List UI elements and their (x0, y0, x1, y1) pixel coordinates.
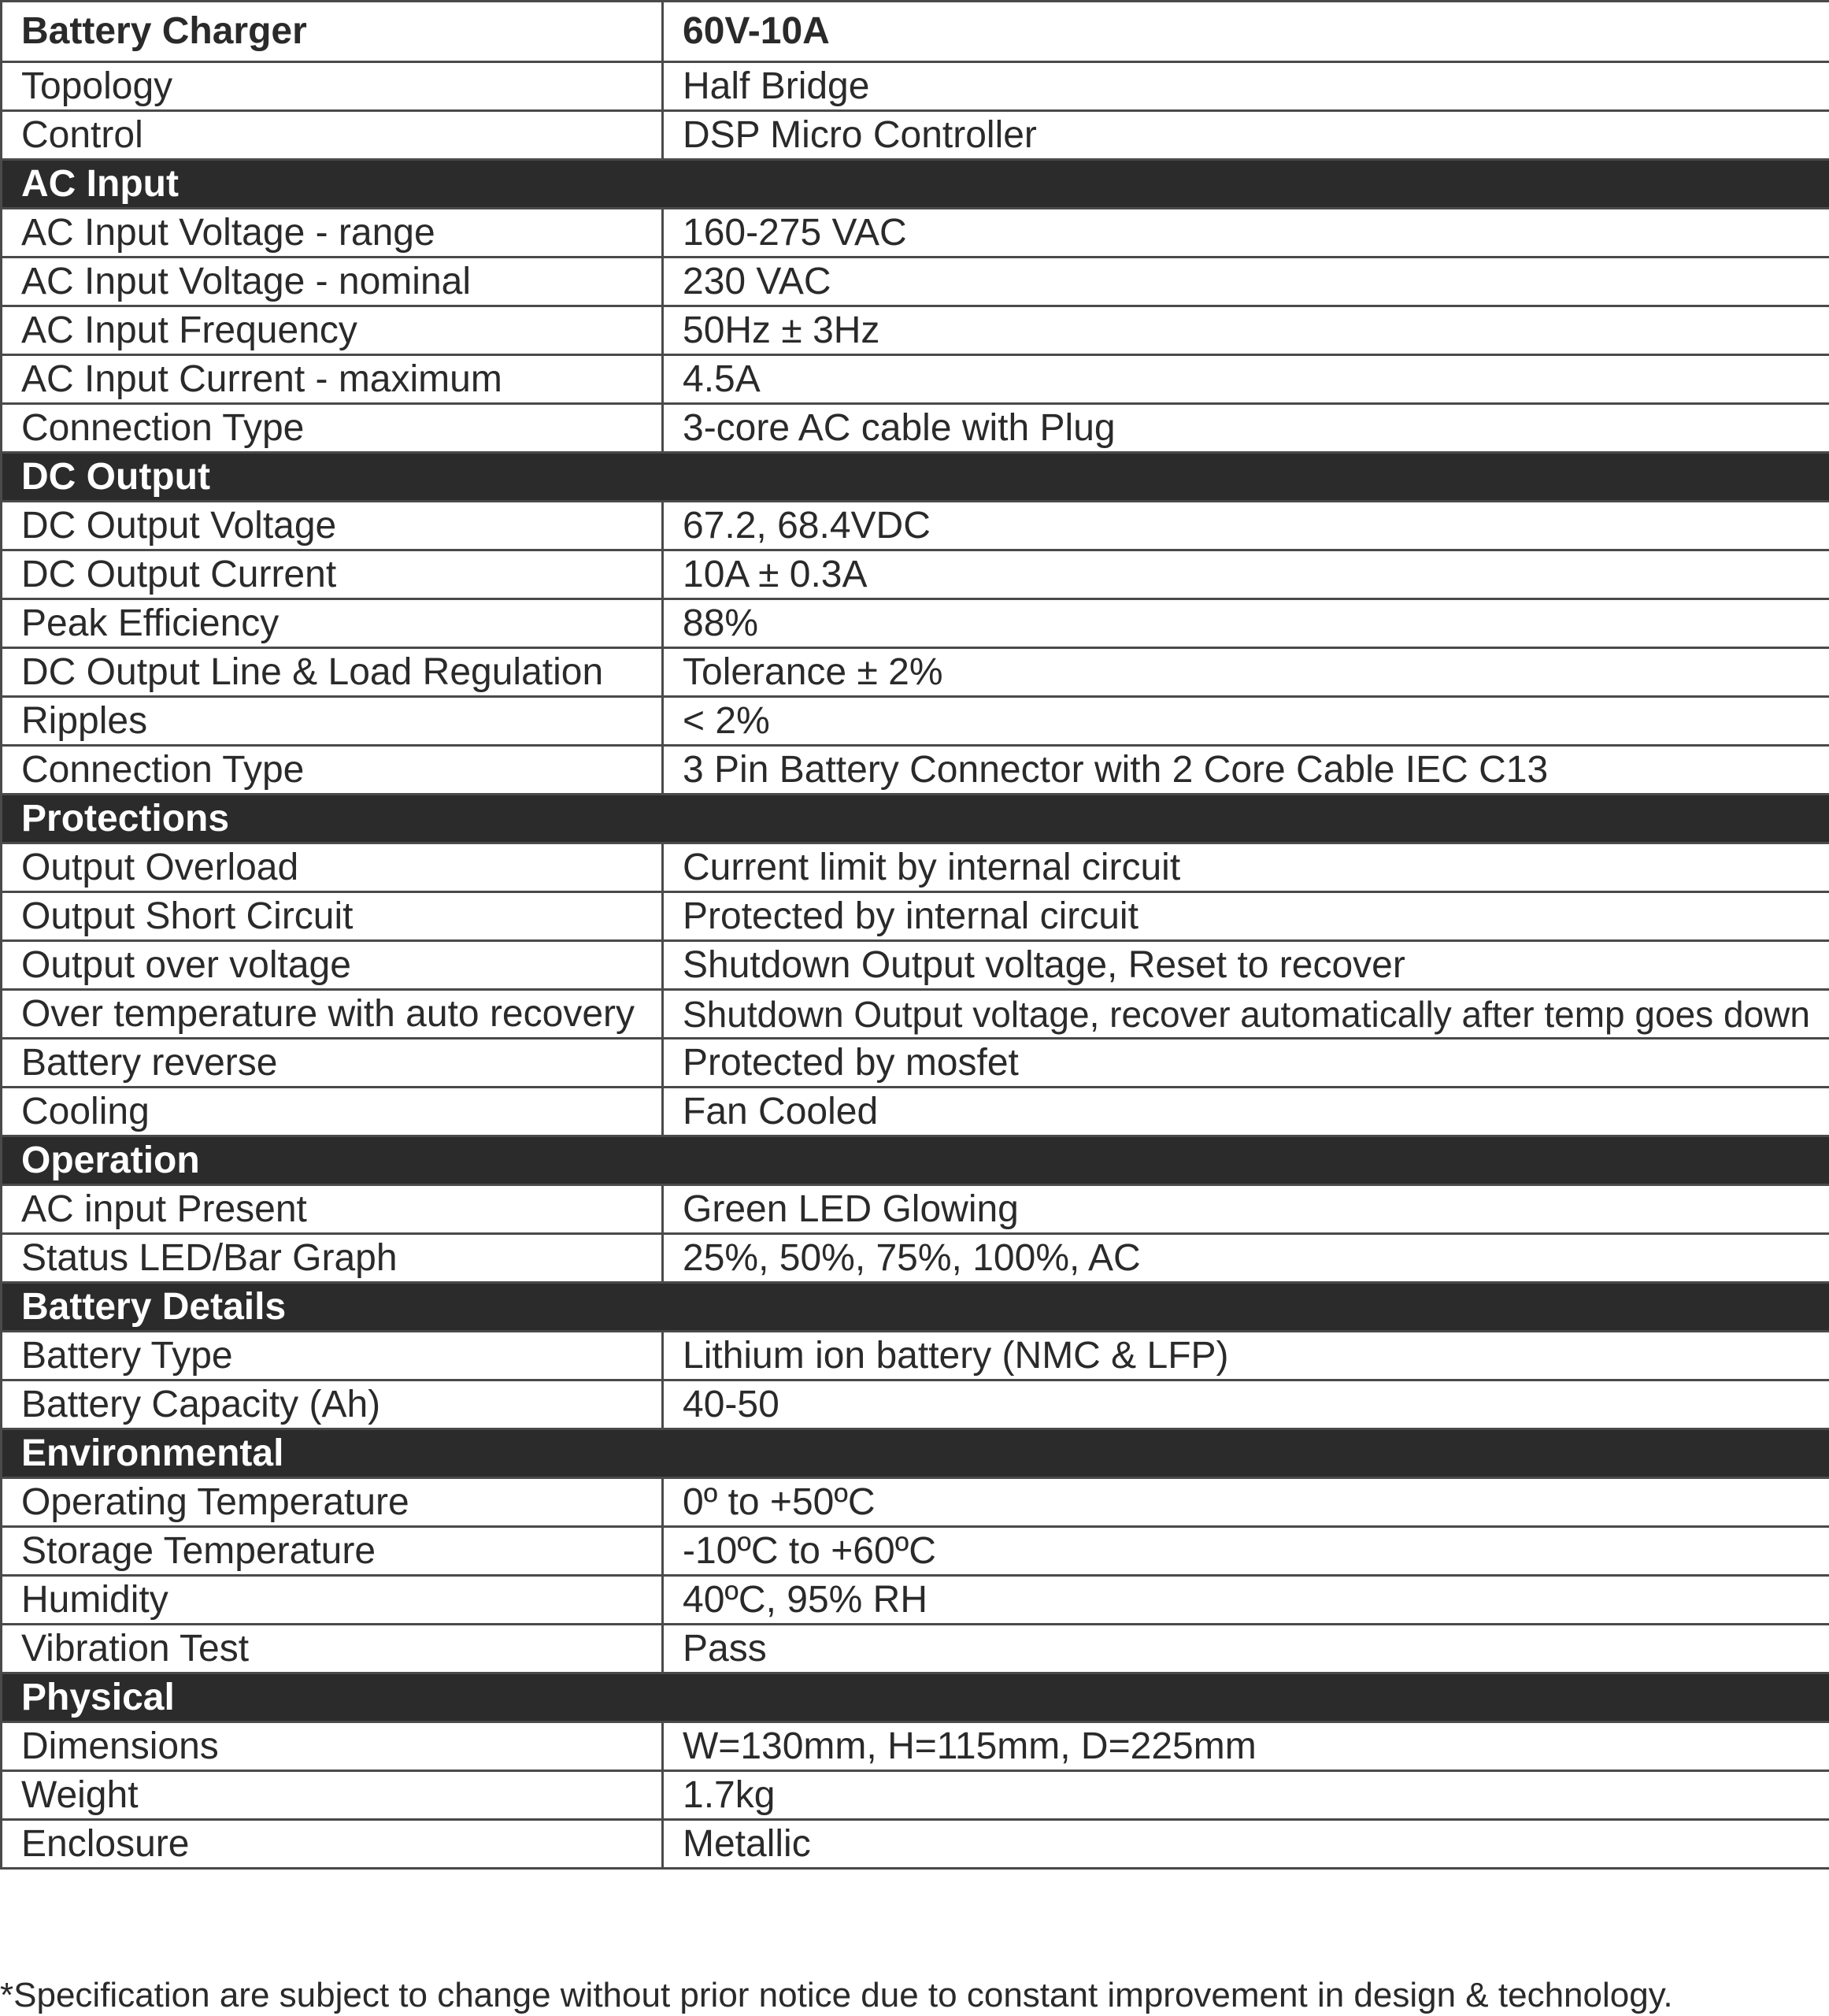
section-header (2, 1429, 1829, 1478)
spec-value: Shutdown Output voltage, Reset to recover (663, 941, 1829, 990)
spec-label: Output Short Circuit (2, 892, 663, 941)
spec-value: Protected by mosfet (663, 1039, 1829, 1088)
spec-row (2, 1478, 1829, 1527)
spec-label: Enclosure (2, 1820, 663, 1869)
spec-label: Battery reverse (2, 1039, 663, 1088)
spec-row (2, 990, 1829, 1039)
spec-value: Protected by internal circuit (663, 892, 1829, 941)
spec-label: Peak Efficiency (2, 599, 663, 648)
spec-value: Fan Cooled (663, 1088, 1829, 1136)
spec-label: Connection Type (2, 404, 663, 453)
section-header (2, 1283, 1829, 1332)
spec-value: 3 Pin Battery Connector with 2 Core Cable IEC C13 (663, 746, 1829, 795)
spec-value: < 2% (663, 697, 1829, 746)
spec-value: Current limit by internal circuit (663, 843, 1829, 892)
section-header (2, 1673, 1829, 1722)
title-row (2, 2, 1829, 62)
spec-value: 10A ± 0.3A (663, 550, 1829, 599)
spec-value: 160-275 VAC (663, 209, 1829, 258)
spec-value: 0º to +50ºC (663, 1478, 1829, 1527)
spec-label: Weight (2, 1771, 663, 1820)
section-title: Operation (2, 1136, 1829, 1185)
section-title: Physical (2, 1673, 1829, 1722)
spec-value: Lithium ion battery (NMC & LFP) (663, 1332, 1829, 1380)
spec-row (2, 1771, 1829, 1820)
spec-label: AC Input Voltage - range (2, 209, 663, 258)
spec-label: Status LED/Bar Graph (2, 1234, 663, 1283)
spec-label: AC Input Voltage - nominal (2, 258, 663, 306)
spec-label: DC Output Current (2, 550, 663, 599)
spec-row (2, 1722, 1829, 1771)
spec-label: Output Overload (2, 843, 663, 892)
spec-row (2, 502, 1829, 550)
spec-row (2, 111, 1829, 160)
section-title: Protections (2, 795, 1829, 843)
spec-value: Half Bridge (663, 62, 1829, 111)
spec-value: 50Hz ± 3Hz (663, 306, 1829, 355)
spec-value: DSP Micro Controller (663, 111, 1829, 160)
spec-label: Output over voltage (2, 941, 663, 990)
spec-value: 67.2, 68.4VDC (663, 502, 1829, 550)
section-title: Environmental (2, 1429, 1829, 1478)
product-model: 60V-10A (663, 2, 1829, 62)
spec-label: Control (2, 111, 663, 160)
spec-label: Storage Temperature (2, 1527, 663, 1576)
section-title: AC Input (2, 160, 1829, 209)
spec-value: 3-core AC cable with Plug (663, 404, 1829, 453)
spec-label: Cooling (2, 1088, 663, 1136)
spec-row (2, 648, 1829, 697)
spec-label: AC input Present (2, 1185, 663, 1234)
spec-row (2, 843, 1829, 892)
spec-row (2, 1332, 1829, 1380)
spec-row (2, 62, 1829, 111)
section-header (2, 1136, 1829, 1185)
section-title: DC Output (2, 453, 1829, 502)
spec-label: Dimensions (2, 1722, 663, 1771)
spec-row (2, 1088, 1829, 1136)
spec-row (2, 599, 1829, 648)
section-title: Battery Details (2, 1283, 1829, 1332)
spec-value: 25%, 50%, 75%, 100%, AC (663, 1234, 1829, 1283)
spec-value: 230 VAC (663, 258, 1829, 306)
spec-row (2, 746, 1829, 795)
product-title: Battery Charger (2, 2, 663, 62)
footnote: *Specification are subject to change without prior notice due to constant improvement in design & technology. (0, 1976, 1673, 2014)
spec-value: Shutdown Output voltage, recover automatically after temp goes down (663, 990, 1829, 1039)
spec-row (2, 404, 1829, 453)
spec-value: 1.7kg (663, 1771, 1829, 1820)
spec-row (2, 550, 1829, 599)
section-header (2, 453, 1829, 502)
spec-label: Battery Type (2, 1332, 663, 1380)
spec-value: -10ºC to +60ºC (663, 1527, 1829, 1576)
spec-value: Metallic (663, 1820, 1829, 1869)
spec-row (2, 941, 1829, 990)
spec-row (2, 1820, 1829, 1869)
spec-row (2, 209, 1829, 258)
spec-label: Connection Type (2, 746, 663, 795)
spec-row (2, 1527, 1829, 1576)
spec-label: AC Input Current - maximum (2, 355, 663, 404)
spec-value: W=130mm, H=115mm, D=225mm (663, 1722, 1829, 1771)
spec-row (2, 258, 1829, 306)
spec-label: Operating Temperature (2, 1478, 663, 1527)
spec-row (2, 1625, 1829, 1673)
spec-label: Vibration Test (2, 1625, 663, 1673)
spec-row (2, 1039, 1829, 1088)
spec-label: AC Input Frequency (2, 306, 663, 355)
spec-label: DC Output Line & Load Regulation (2, 648, 663, 697)
spec-row (2, 1576, 1829, 1625)
spec-value: Green LED Glowing (663, 1185, 1829, 1234)
section-header (2, 795, 1829, 843)
spec-row (2, 1234, 1829, 1283)
spec-label: DC Output Voltage (2, 502, 663, 550)
spec-value: 4.5A (663, 355, 1829, 404)
spec-row (2, 355, 1829, 404)
spec-label: Humidity (2, 1576, 663, 1625)
spec-value: 40-50 (663, 1380, 1829, 1429)
spec-value: Pass (663, 1625, 1829, 1673)
spec-row (2, 697, 1829, 746)
spec-value: 40ºC, 95% RH (663, 1576, 1829, 1625)
spec-label: Over temperature with auto recovery (2, 990, 663, 1039)
spec-row (2, 892, 1829, 941)
spec-label: Ripples (2, 697, 663, 746)
spec-value: Tolerance ± 2% (663, 648, 1829, 697)
spec-value: 88% (663, 599, 1829, 648)
spec-label: Topology (2, 62, 663, 111)
section-header (2, 160, 1829, 209)
spec-label: Battery Capacity (Ah) (2, 1380, 663, 1429)
spec-row (2, 1185, 1829, 1234)
spec-row (2, 306, 1829, 355)
spec-row (2, 1380, 1829, 1429)
